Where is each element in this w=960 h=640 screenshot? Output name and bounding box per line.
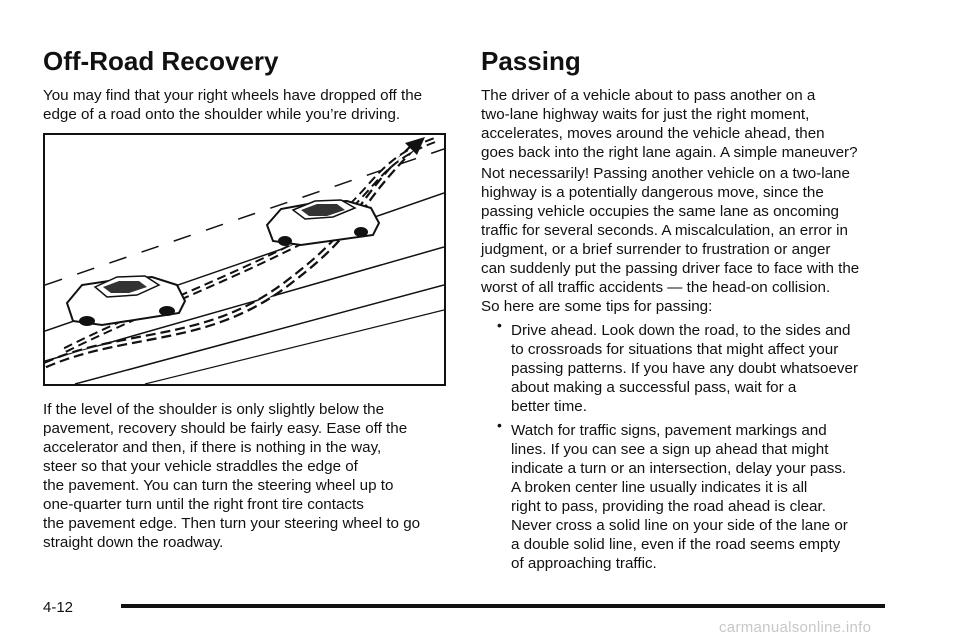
car-illustration [67, 276, 185, 326]
passing-paragraph-3: So here are some tips for passing: [481, 298, 713, 315]
off-road-intro-paragraph: You may find that your right wheels have dropped off the edge of a road onto the shoulder while you’re driving. [43, 87, 423, 123]
section-heading-off-road-recovery: Off-Road Recovery [43, 46, 279, 76]
passing-paragraph-2: Not necessarily! Passing another vehicle on a two-lane highway is a potentially dangerous move, since the passing vehicle occupies the same lane as oncoming traffic for several seconds. A miscalculation, an error in judgment, or a brief surrender to frustration or anger can suddenly put the passing driver face to face with the worst of all traffic accidents — the head-on collision. [481, 165, 860, 296]
section-heading-passing: Passing [481, 46, 581, 76]
road-diagram-svg [45, 135, 444, 384]
footer-rule [121, 604, 885, 608]
off-road-recovery-illustration [43, 133, 446, 386]
passing-paragraph-1: The driver of a vehicle about to pass another on a two-lane highway waits for just the right moment, accelerates, moves around the vehicle ahead, then goes back into the right lane again. A simple maneuver? [481, 87, 858, 161]
passing-tip-bullet: Drive ahead. Look down the road, to the sides and to crossroads for situations that might affect your passing patterns. If you have any doubt whatsoever about making a successful pass, wait for a better time. [511, 322, 858, 415]
bullet-marker: • [497, 417, 502, 433]
road-edge-line [145, 310, 444, 384]
bullet-marker: • [497, 317, 502, 333]
off-road-recovery-paragraph: If the level of the shoulder is only slightly below the pavement, recovery should be fairly easy. Ease off the accelerator and then, if there is nothing in the way, steer so that your vehicle straddles the edge of the pavement. You can turn the steering wheel up to one-quarter turn until the right front tire contacts the pavement edge. Then turn your steering wheel to go straight down the roadway. [43, 401, 421, 551]
page-number: 4-12 [43, 599, 74, 616]
watermark: carmanualsonline.info [719, 619, 872, 636]
car-illustration [267, 200, 379, 246]
passing-tip-bullet: Watch for traffic signs, pavement markings and lines. If you can see a sign up ahead that might indicate a turn or an intersection, delay your pass. A broken center line usually indicates it is all right to pass, providing the road ahead is clear. Never cross a solid line on your side of the lane or a double solid line, even if the road seems empty of approaching traffic. [511, 422, 848, 572]
